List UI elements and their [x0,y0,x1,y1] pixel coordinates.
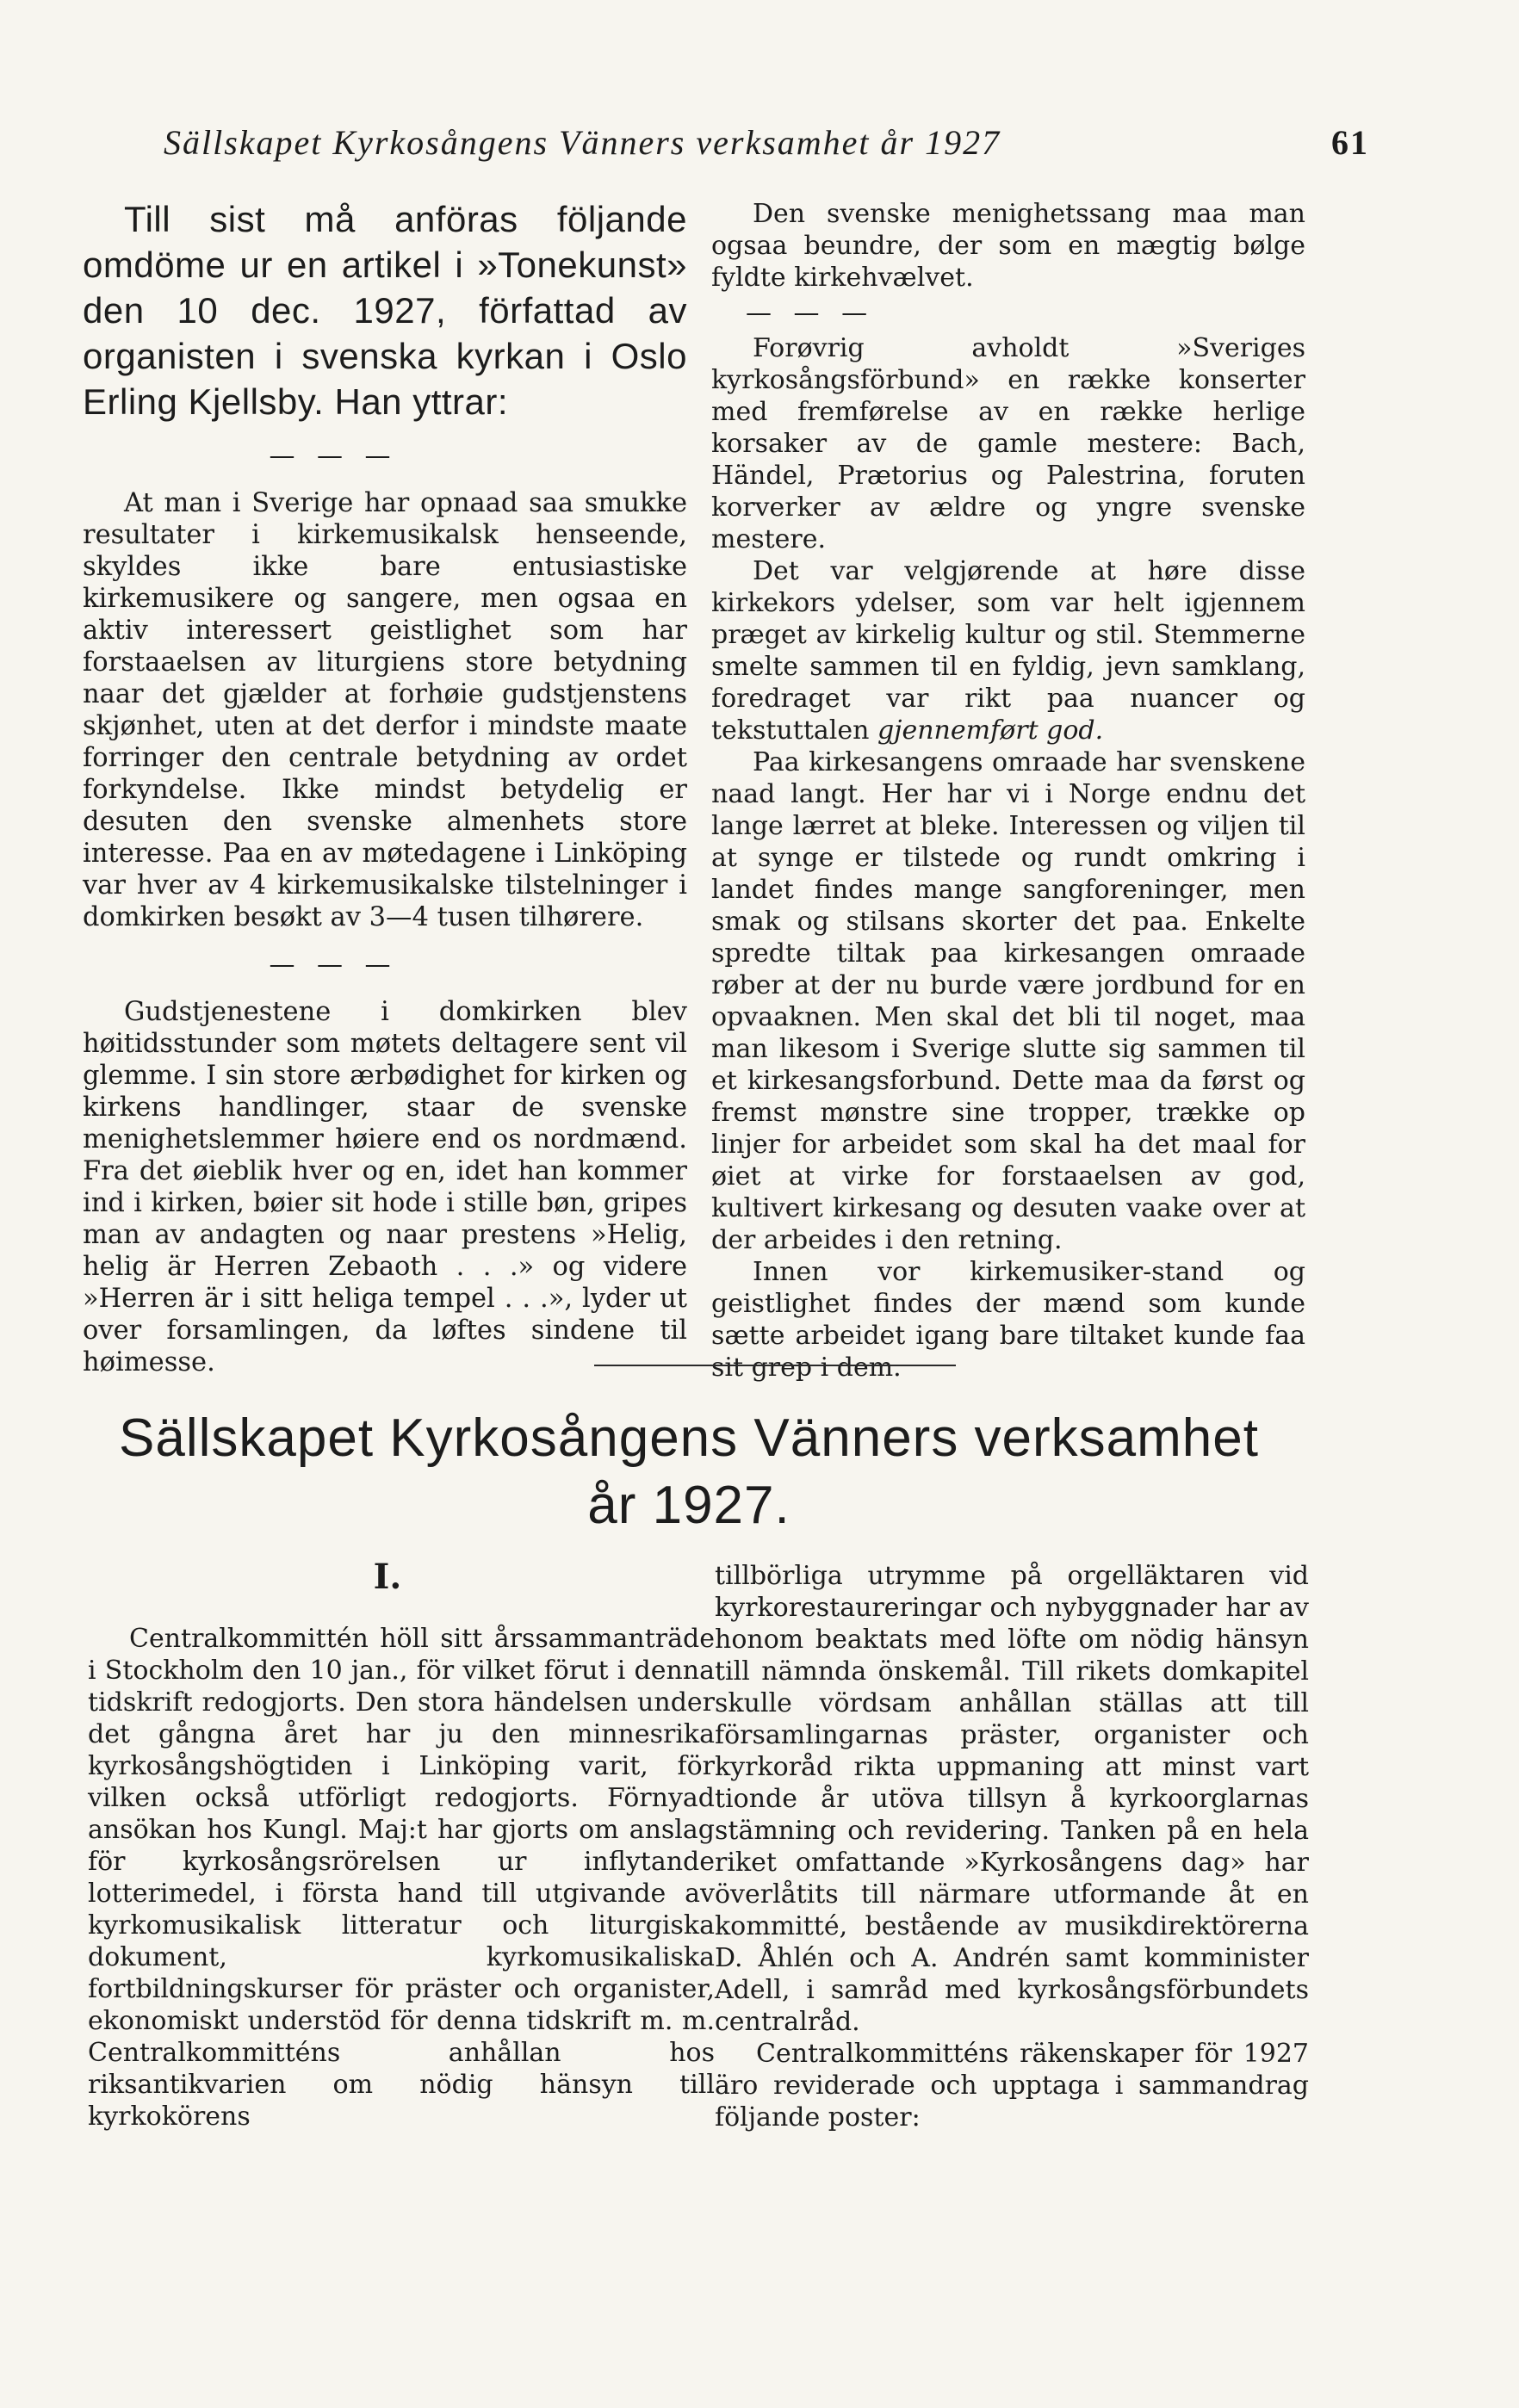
top-right-column [711,198,1305,1384]
quoted-paragraph: Innen vor kirkemusiker-stand og geistlighet findes der mænd som kunde sætte arbeidet igang bare tiltaket kunde faa sit grep i dem. [711,1257,1305,1383]
running-head [164,122,1369,174]
intro-paragraph: Till sist må anföras följande omdöme ur en artikel i »Tonekunst» den 10 dec. 1927, författad av organisten i svenska kyrkan i Oslo Erling Kjellsby. Han yttrar: [83,199,687,422]
quoted-paragraph: At man i Sverige har opnaad saa smukke resultater i kirkemusikalsk henseende, skyldes ikke bare entusiastiske kirkemusikere og sangere, men ogsaa en aktiv interessert geistlighet som har forstaaelsen av liturgiens store betydning naar det gjælder at forhøie gudstjenstens skjønhet, uten at det derfor i mindste maate forringer den centrale betydning av ordet forkyndelse. Ikke mindst betydelig er desuten den svenske almenhets store interesse. Paa en av møtedagene i Linköping var hver av 4 kirkemusikalske tilstelninger i domkirken besøkt av 3—4 tusen tilhørere. [83,488,687,932]
report-paragraph: Centralkommittén höll sitt årssammanträde i Stockholm den 10 jan., för vilket förut i denna tidskrift redogjorts. Den stora händelsen under det gångna året har ju den minnesrika kyrkosångshögtiden i Linköping varit, för vilken också utförligt redogjorts. Förnyad ansökan hos Kungl. Maj:t har gjorts om anslag för kyrkosångsrörelsen ur inflytande lotterimedel, i första hand till utgivande av kyrkomusikalisk litteratur och liturgiska dokument, kyrkomusikaliska fortbildningskurser för präster och organister, ekonomiskt understöd för denna tidskrift m. m. Centralkommitténs anhållan hos riksantikvarien om nödig hänsyn till kyrkokörens [88,1624,715,2132]
separator-dashes: — — — [269,950,398,980]
separator-dashes: — — — [746,298,875,328]
running-head-title: Sällskapet Kyrkosångens Vänners verksamhet år 1927 [164,123,1001,162]
section-heading-line: år 1927. [587,1476,790,1535]
quoted-paragraph: Forøvrig avholdt »Sveriges kyrkosångsförbund» en række konserter med fremførelse av en række herlige korsaker av de gamle mestere: Bach, Händel, Prætorius og Palestrina, foruten korverker av ældre og yngre svenske mestere. [711,333,1305,554]
section-divider [594,1365,956,1366]
page-number: 61 [1331,123,1369,162]
section-heading-line: Sällskapet Kyrkosångens Vänners verksamhet [119,1408,1259,1468]
quoted-paragraph: Gudstjenestene i domkirken blev høitidsstunder som møtets deltagere sent vil glemme. I sin store ærbødighet for kirken og kirkens handlinger, staar de svenske menighetslemmer høiere end os nordmænd. Fra det øieblik hver og en, idet han kommer ind i kirken, bøier sit hode i stille bøn, gripes man av andagten og naar prestens »Helig, helig är Herren Zebaoth . . .» og videre »Herren är i sitt heliga tempel . . .», lyder ut over forsamlingen, da løftes sindene til høimesse. [83,997,687,1377]
paragraph-text: Det var velgjørende at høre disse kirkekors ydelser, som var helt igjennem præget av kirkelig kultur og stil. Stemmerne smelte sammen til en fyldig, jevn samklang, foredraget var rikt paa nuancer og tekstuttalen [711,556,1305,746]
bottom-right-column [715,1560,1309,2133]
bottom-left-column [88,1623,715,2133]
quoted-paragraph: Paa kirkesangens omraade har svenskene naad langt. Her har vi i Norge endnu det lange lærret at bleke. Interessen og viljen til at synge er tilstede og rundt omkring i landet findes mange sangforeninger, men smak og stilsans skorter det paa. Enkelte spredte tiltak paa kirkesangen omraade røber at der nu burde være jordbund for en opvaaknen. Men skal det bli til noget, maa man likesom i Sverige slutte sig sammen til et kirkesangsforbund. Dette maa da først og fremst mønstre sine tropper, trække op linjer for arbeidet som skal ha det maal for øiet at virke for forstaaelsen av god, kultivert kirkesang og desuten vaake over at der arbeides i den retning. [711,747,1305,1255]
section-heading [78,1405,1300,1539]
report-paragraph: tillbörliga utrymme på orgelläktaren vid kyrkorestaureringar och nybyggnader har av honom beaktats med löfte om nödig hänsyn till nämnda önskemål. Till rikets domkapitel skulle vördsam anhållan ställas att till församlingarnas präster, organister och kyrkoråd rikta uppmaning att minst vart tionde år utöva tillsyn å kyrkoorglarnas stämning och revidering. Tanken på en hela riket omfattande »Kyrkosångens dag» har överlåtits till närmare utformande åt en kommitté, bestående av musikdirektörerna D. Åhlén och A. Andrén samt komminister Adell, i samråd med kyrkosångsförbundets centralråd. [715,1561,1309,2037]
section-number: I. [373,1557,402,1597]
emphasized-text: gjennemført god. [877,715,1104,746]
top-left-column [83,196,687,1378]
report-paragraph: Centralkommitténs räkenskaper för 1927 äro reviderade och upptaga i sammandrag följande poster: [715,2039,1309,2133]
quoted-paragraph: Den svenske menighetssang maa man ogsaa beundre, der som en mægtig bølge fyldte kirkehvælvet. [711,199,1305,293]
quoted-paragraph [711,555,1305,746]
separator-dashes: — — — [269,441,398,471]
